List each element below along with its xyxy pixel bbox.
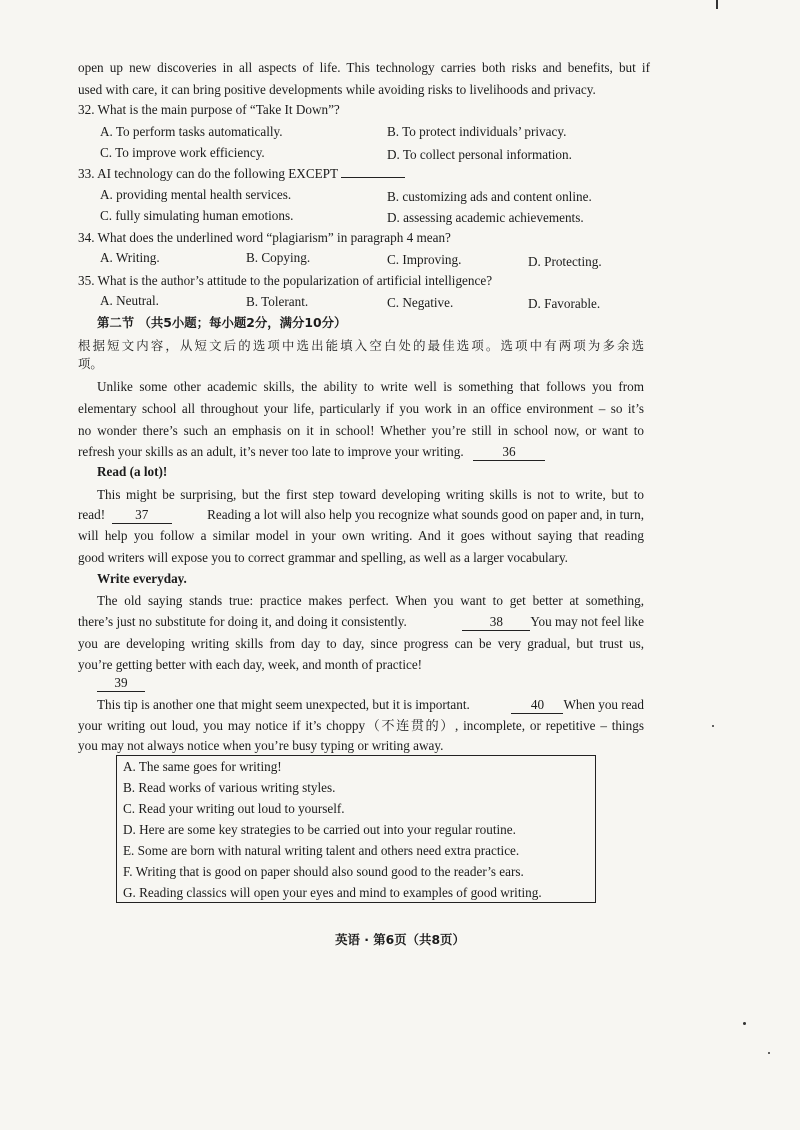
passage-text-pre: read! bbox=[78, 507, 106, 522]
passage-p3-line-1: The old saying stands true: practice makes perfect. When you want to get better at something, bbox=[97, 593, 644, 608]
question-number: 34. bbox=[78, 230, 95, 245]
q35-option-a: A. Neutral. bbox=[100, 293, 159, 308]
passage-p3-line-2 bbox=[78, 614, 644, 631]
passage-heading-write: Write everyday. bbox=[97, 571, 187, 586]
choices-box bbox=[116, 755, 596, 903]
q32-option-d: D. To collect personal information. bbox=[387, 147, 572, 162]
q33-option-c: C. fully simulating human emotions. bbox=[100, 208, 294, 223]
scan-mark bbox=[716, 0, 718, 9]
q34-option-c: C. Improving. bbox=[387, 252, 462, 267]
blank-36: 36 bbox=[473, 444, 545, 461]
passage-p1-line-4 bbox=[78, 444, 545, 461]
question-33 bbox=[78, 166, 405, 182]
question-number: 33. bbox=[78, 166, 95, 181]
section-instruction-line-1: 根据短文内容，从短文后的选项中选出能填入空白处的最佳选项。选项中有两项为多余选 bbox=[78, 338, 644, 353]
choice-a: A. The same goes for writing! bbox=[123, 759, 282, 774]
scan-speck bbox=[712, 725, 714, 727]
choice-g: G. Reading classics will open your eyes and mind to examples of good writing. bbox=[123, 885, 542, 900]
q33-option-b: B. customizing ads and content online. bbox=[387, 189, 592, 204]
choice-b: B. Read works of various writing styles. bbox=[123, 780, 336, 795]
q35-option-b: B. Tolerant. bbox=[246, 294, 309, 309]
passage-text-post: You may not feel like bbox=[530, 614, 644, 629]
answer-blank bbox=[341, 177, 405, 178]
passage-p2-line-3: will help you follow a similar model in your own writing. And it goes without saying that reading bbox=[78, 528, 644, 543]
passage-text bbox=[462, 614, 644, 631]
passage-text-post: Reading a lot will also help you recognize what sounds good on paper and, in turn, bbox=[207, 507, 644, 522]
question-stem: AI technology can do the following EXCEPT bbox=[97, 166, 338, 181]
choice-d: D. Here are some key strategies to be carried out into your regular routine. bbox=[123, 822, 516, 837]
question-stem: What is the main purpose of “Take It Down”? bbox=[97, 102, 340, 117]
blank-37: 37 bbox=[112, 507, 172, 524]
passage-p4-line-2: your writing out loud, you may notice if it’s choppy（不连贯的）, incomplete, or repetitive – things bbox=[78, 718, 644, 733]
passage-p4-line-1 bbox=[97, 697, 644, 714]
passage-p2-line-1: This might be surprising, but the first step toward developing writing skills is not to write, but to bbox=[97, 487, 644, 502]
blank-40: 40 bbox=[511, 697, 563, 714]
choice-c: C. Read your writing out loud to yourself. bbox=[123, 801, 345, 816]
blank-38: 38 bbox=[462, 614, 530, 631]
passage-text bbox=[78, 507, 172, 524]
passage-p2-line-4: good writers will expose you to correct grammar and spelling, as well as a larger vocabulary. bbox=[78, 550, 568, 565]
scan-speck bbox=[743, 1022, 746, 1025]
passage-p1-line-1: Unlike some other academic skills, the ability to write well is something that follows you from bbox=[97, 379, 644, 394]
question-stem: What does the underlined word “plagiarism” in paragraph 4 mean? bbox=[97, 230, 451, 245]
passage-p2-line-2 bbox=[78, 507, 644, 524]
passage-text-post: When you read bbox=[563, 697, 644, 712]
q33-option-d: D. assessing academic achievements. bbox=[387, 210, 584, 225]
passage-p4-line-3: you may not always notice when you’re busy typing or writing away. bbox=[78, 738, 444, 753]
question-35 bbox=[78, 273, 492, 289]
q32-option-a: A. To perform tasks automatically. bbox=[100, 124, 283, 139]
page-footer: 英语 · 第6页（共8页） bbox=[335, 932, 465, 947]
section-instruction-line-2: 项。 bbox=[78, 356, 103, 371]
q34-option-d: D. Protecting. bbox=[528, 254, 602, 269]
passage-p1-line-3: no wonder there’s such an emphasis on it in school! Whether you’re still in school now, or want to bbox=[78, 423, 644, 438]
passage-text-pre: This tip is another one that might seem unexpected, but it is important. bbox=[97, 697, 470, 712]
q34-option-b: B. Copying. bbox=[246, 250, 311, 265]
q32-option-b: B. To protect individuals’ privacy. bbox=[387, 124, 567, 139]
q35-option-d: D. Favorable. bbox=[528, 296, 601, 311]
passage-heading-read: Read (a lot)! bbox=[97, 464, 168, 479]
q35-option-c: C. Negative. bbox=[387, 295, 454, 310]
passage-p1-line-2: elementary school all throughout your life, particularly if you work in an office environment – so it’s bbox=[78, 401, 644, 416]
question-34 bbox=[78, 230, 451, 246]
question-32 bbox=[78, 102, 340, 118]
q32-option-c: C. To improve work efficiency. bbox=[100, 145, 265, 160]
passage-text-pre: there’s just no substitute for doing it, and doing it consistently. bbox=[78, 614, 407, 629]
passage-blank-39-line bbox=[97, 675, 145, 692]
intro-line-2: used with care, it can bring positive developments while avoiding risks to livelihoods and privacy. bbox=[78, 82, 596, 97]
q34-option-a: A. Writing. bbox=[100, 250, 160, 265]
intro-line-1: open up new discoveries in all aspects of life. This technology carries both risks and benefits, but if bbox=[78, 60, 650, 75]
choice-e: E. Some are born with natural writing talent and others need extra practice. bbox=[123, 843, 520, 858]
question-stem: What is the author’s attitude to the popularization of artificial intelligence? bbox=[97, 273, 493, 288]
passage-text bbox=[511, 697, 644, 714]
question-number: 35. bbox=[78, 273, 95, 288]
passage-text: refresh your skills as an adult, it’s never too late to improve your writing. bbox=[78, 444, 464, 459]
q33-option-a: A. providing mental health services. bbox=[100, 187, 292, 202]
passage-p3-line-4: you’re getting better with each day, week, and month of practice! bbox=[78, 657, 423, 672]
blank-39: 39 bbox=[97, 675, 145, 692]
passage-p3-line-3: you are developing writing skills from day to day, since progress can be very gradual, but trust us, bbox=[78, 636, 644, 651]
scan-speck bbox=[768, 1052, 770, 1054]
choice-f: F. Writing that is good on paper should also sound good to the reader’s ears. bbox=[123, 864, 524, 879]
question-number: 32. bbox=[78, 102, 95, 117]
section-heading: 第二节 （共5小题；每小题2分，满分10分） bbox=[97, 315, 347, 330]
